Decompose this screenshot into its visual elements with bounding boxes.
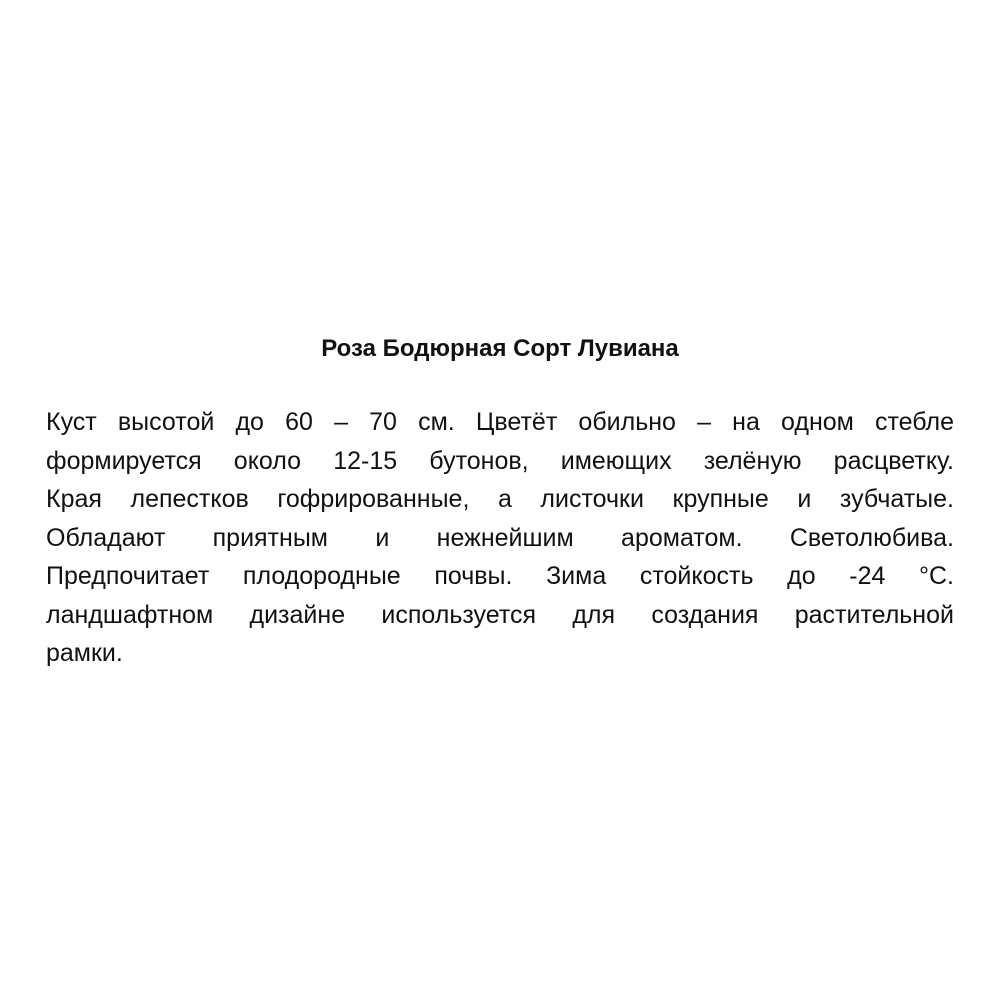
body-line: рамки.	[46, 639, 123, 667]
document-body-paragraph	[46, 403, 954, 673]
body-line: Предпочитает плодородные почвы. Зима стойкость до -24 °С.	[46, 562, 954, 590]
body-line: формируется около 12-15 бутонов, имеющих зелёную расцветку.	[46, 446, 954, 475]
body-line: Края лепестков гофрированные, а листочки крупные и зубчатые.	[46, 485, 954, 513]
body-line: Обладают приятным и нежнейшим ароматом. Светолюбива.	[46, 523, 954, 552]
document-title: Роза Бодюрная Сорт Лувиана	[321, 335, 679, 362]
body-line: Куст высотой до 60 – 70 см. Цветёт обильно – на одном стебле	[46, 408, 954, 436]
body-line: ландшафтном дизайне используется для создания растительной	[46, 600, 954, 629]
